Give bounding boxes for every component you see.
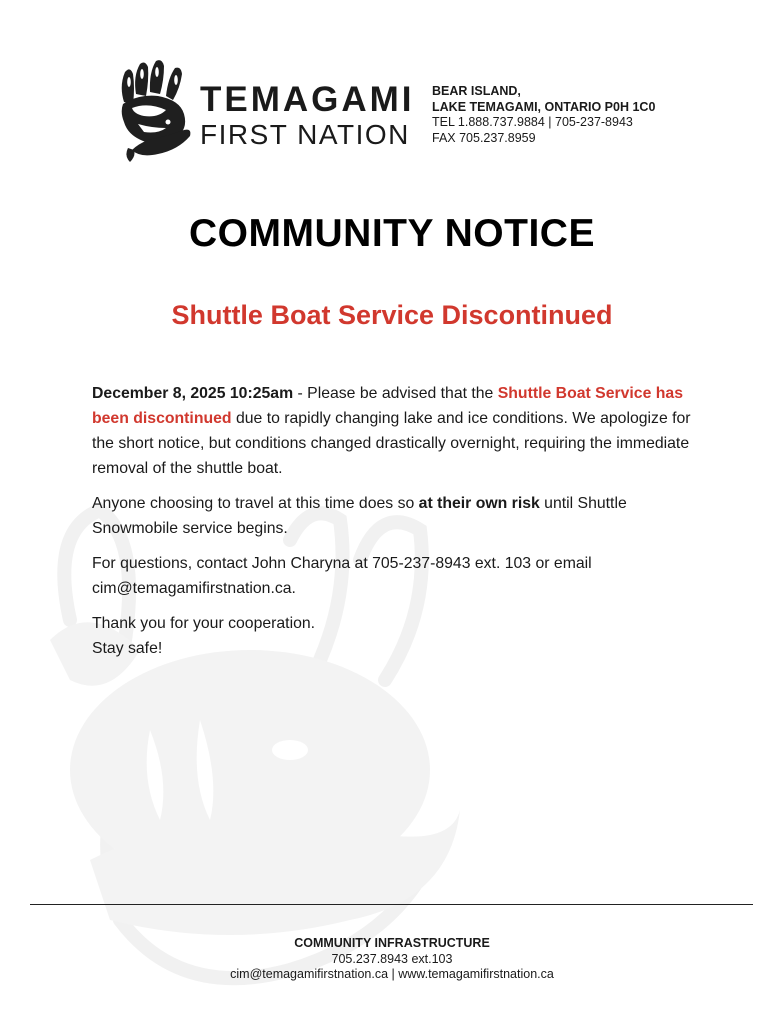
announcement-text-2: due to rapidly changing lake and ice conditions. We apologize for the short notice, but conditions changed drastically overnight, requiring the immediate removal of the shuttle boat. [92, 410, 691, 477]
closing-line-2: Stay safe! [92, 640, 163, 657]
brand-line-1: TEMAGAMI [200, 80, 415, 119]
discontinued-highlight: Shuttle Boat Service has been discontinued [92, 385, 683, 427]
footer-department: COMMUNITY INFRASTRUCTURE [294, 936, 490, 950]
paragraph-contact: For questions, contact John Charyna at 705-237-8943 ext. 103 or email cim@temagamifirstnation.ca. [92, 555, 592, 597]
footer-divider [30, 904, 753, 905]
telephone: TEL 1.888.737.9884 | 705-237-8943 [432, 115, 633, 129]
risk-text-1: Anyone choosing to travel at this time does so [92, 495, 419, 512]
risk-emphasis: at their own risk [418, 495, 540, 512]
address-line-1: BEAR ISLAND, [432, 84, 521, 98]
footer [0, 936, 784, 983]
notice-date: December 8, 2025 10:25am [92, 385, 294, 402]
paragraph-closing [92, 611, 692, 661]
closing-line-1: Thank you for your cooperation. [92, 615, 316, 632]
notice-title: COMMUNITY NOTICE [189, 212, 595, 255]
letterhead [118, 58, 718, 168]
address-line-2: LAKE TEMAGAMI, ONTARIO P0H 1C0 [432, 99, 656, 114]
brand-line-2: FIRST NATION [200, 119, 410, 150]
paragraph-announcement [92, 381, 692, 481]
fax: FAX 705.237.8959 [432, 130, 536, 145]
notice-subtitle: Shuttle Boat Service Discontinued [171, 300, 613, 330]
brand-name [200, 82, 415, 150]
footer-phone: 705.237.8943 ext.103 [331, 951, 453, 966]
temagami-logo-icon [118, 58, 192, 162]
notice-body [92, 381, 692, 671]
footer-contact: cim@temagamifirstnation.ca | www.temagamifirstnation.ca [230, 967, 554, 981]
risk-text-2: until Shuttle Snowmobile service begins. [92, 495, 627, 537]
paragraph-risk [92, 491, 692, 541]
address-block [432, 84, 655, 146]
announcement-text-1: - Please be advised that the [293, 385, 498, 402]
